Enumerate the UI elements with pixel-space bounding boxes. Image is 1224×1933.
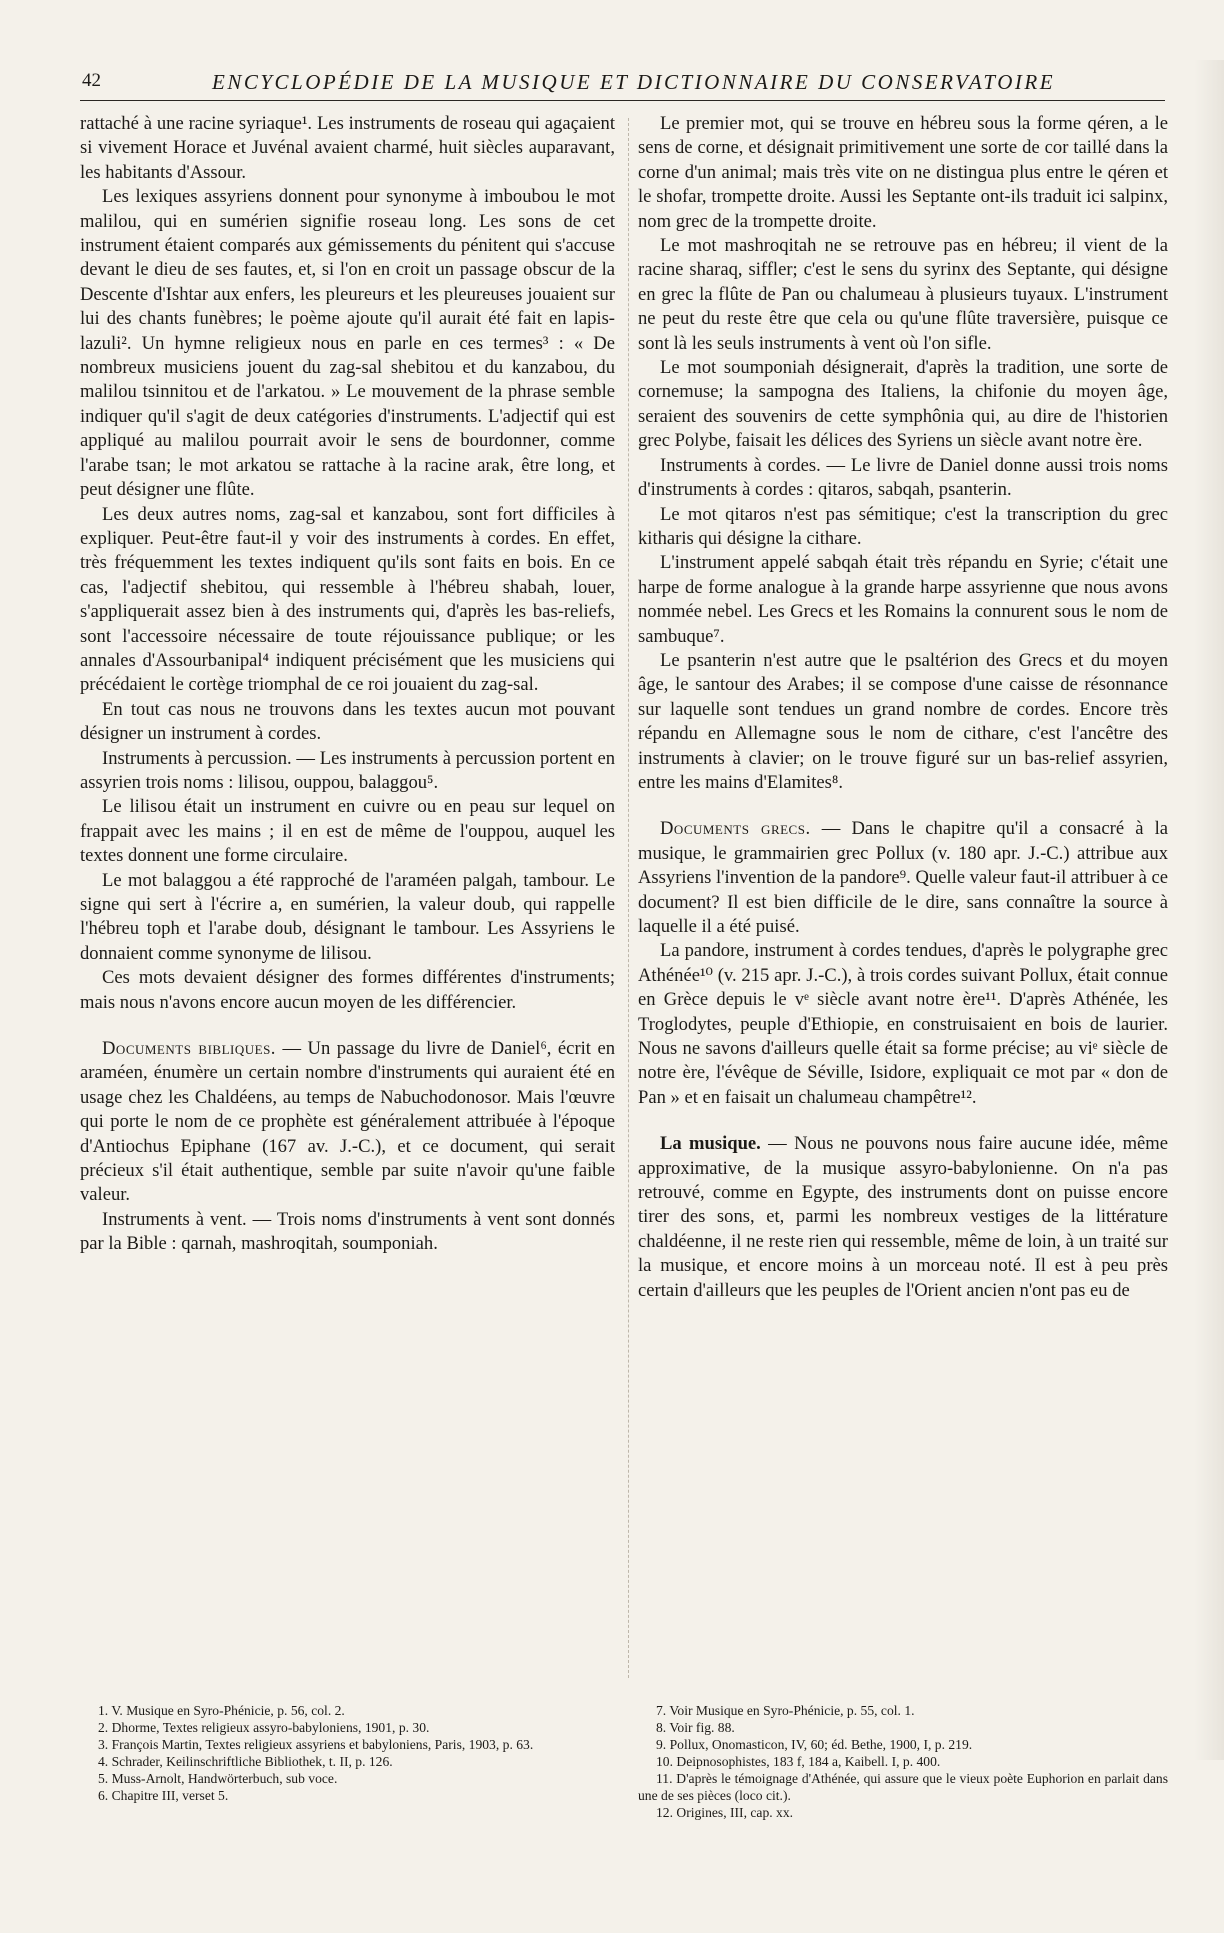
paragraph: [638, 454, 1168, 503]
paragraph-text: Instruments à percussion. — Les instruments à percussion portent en assyrien trois noms : lilisou, ouppou, balaggou⁵.: [80, 747, 615, 793]
right-column: [638, 112, 1168, 1303]
paragraph-text: Instruments à cordes. — Le livre de Daniel donne aussi trois noms d'instruments à cordes : qitaros, sabqah, psanterin.: [638, 454, 1168, 501]
paragraph-text: En tout cas nous ne trouvons dans les textes aucun mot pouvant désigner un instrument à cordes.: [80, 698, 615, 745]
footnotes-right: [638, 1702, 1168, 1821]
left-column: [80, 112, 615, 1257]
page-header: [80, 66, 1165, 101]
paragraph-text: Les deux autres noms, zag-sal et kanzabou, sont fort difficiles à expliquer. Peut-être faut-il y voir des instruments à cordes. En effet, très fréquemment les textes indiquent qu'ils sont faits en bois. En ce cas, l'adjectif shebitou, qui ressemble à l'hébreu shabah, louer, s'appliquerait assez bien à des instruments qui, d'après les bas-reliefs, sont l'accessoire nécessaire de toute réjouissance publique; or les annales d'Assourbanipal⁴ indiquent précisément que les musiciens qui précédaient le cortège triomphal de ce roi jouaient du zag-sal.: [80, 503, 615, 696]
paragraph: [638, 1132, 1168, 1303]
footnote: 6. Chapitre III, verset 5.: [98, 1788, 229, 1803]
paragraph-text: Le premier mot, qui se trouve en hébreu sous la forme qéren, a le sens de corne, et désignait primitivement une sorte de cor taillé dans la corne d'un animal; mais très vite on ne distingua plus entre le qéren et le shofar, trompette droite. Aussi les Septante ont-ils traduit ici salpinx, nom grec de la trompette droite.: [638, 113, 1168, 232]
paragraph: [80, 795, 615, 868]
paragraph: [638, 817, 1168, 939]
footnote: 7. Voir Musique en Syro-Phénicie, p. 55, col. 1.: [656, 1703, 915, 1718]
footnote: 1. V. Musique en Syro-Phénicie, p. 56, col. 2.: [98, 1703, 345, 1718]
paragraph-text: Le psanterin n'est autre que le psaltérion des Grecs et du moyen âge, le santour des Arabes; il se compose d'une caisse de résonnance sur laquelle sont tendues un grand nombre de cordes. Encore très répandu en Allemagne sous le nom de cithare, c'est l'ancêtre des instruments à clavier; on le trouve figuré sur un bas-relief assyrien, entre les mains d'Elamites⁸.: [638, 649, 1168, 793]
paragraph: [80, 1208, 615, 1257]
paragraph: [638, 112, 1168, 234]
paragraph-text: — Dans le chapitre qu'il a consacré à la musique, le grammairien grec Pollux (v. 180 apr. J.-C.) attribue aux Assyriens l'invention de la pandore⁹. Quelle valeur faut-il attribuer à ce document? Il est bien difficile de le dire, sans connaître la source à laquelle il a été puisé.: [638, 818, 1168, 937]
section-heading: Documents bibliques.: [102, 1038, 276, 1060]
paragraph-text: — Nous ne pouvons nous faire aucune idée, même approximative, de la musique assyro-babylonienne. On n'a pas retrouvé, comme en Egypte, des instruments dont on puisse encore tirer des sons, et, parmi les nombreux vestiges de la littérature chaldéenne, il ne reste rien qui ressemble, même de loin, à un traité sur la musique, et encore moins à un morceau noté. Il est à peu près certain d'ailleurs que les peuples de l'Orient ancien n'ont pas eu de: [638, 1133, 1168, 1301]
paragraph-text: Les lexiques assyriens donnent pour synonyme à imboubou le mot malilou, qui en sumérien signifie roseau long. Les sons de cet instrument étaient comparés aux gémissements du pénitent qui s'accuse devant le dieu de ses fautes, et, si l'on en croit un passage obscur de la Descente d'Ishtar aux enfers, les pleureurs et les pleureuses jouaient sur lui des chants funèbres; le poème ajoute qu'il aurait été fait en lapis-lazuli². Un hymne religieux nous en parle en ces termes³ : « De nombreux musiciens jouent du zag-sal shebitou et du kanzabou, du malilou tsinnitou et de l'arkatou. » Le mouvement de la phrase semble indiquer qu'il s'agit de deux catégories d'instruments. L'adjectif qui est appliqué au malilou pourrait avoir le sens de bourdonner, comme l'arabe tsan; le mot arkatou se rattache à la racine arak, être long, et peut désigner une flûte.: [80, 186, 615, 501]
paragraph: [80, 503, 615, 698]
footnotes-left: [80, 1702, 615, 1804]
section-gap: [638, 795, 1168, 817]
paragraph-text: Le mot qitaros n'est pas sémitique; c'est la transcription du grec kitharis qui désigne la cithare.: [638, 503, 1168, 549]
footnote: 12. Origines, III, cap. xx.: [656, 1805, 794, 1820]
section-gap: [638, 1110, 1168, 1132]
page-edge-shadow: [1194, 60, 1224, 1760]
paragraph-text: Instruments à vent. — Trois noms d'instruments à vent sont donnés par la Bible : qarnah, mashroqitah, soumponiah.: [80, 1208, 615, 1255]
footnote: 11. D'après le témoignage d'Athénée, qui assure que le vieux poète Euphorion en parlait dans une de ses pièces (loco cit.).: [638, 1771, 1168, 1803]
paragraph: [638, 649, 1168, 795]
paragraph: [80, 869, 615, 967]
column-divider: [628, 118, 629, 1678]
paragraph-text: Le mot balaggou a été rapproché de l'araméen palgah, tambour. Le signe qui sert à l'écrire a, en sumérien, la valeur doub, qui rappelle l'hébreu toph et l'arabe doub, désignant le tambour. Les Assyriens le donnaient comme synonyme de lilisou.: [80, 869, 615, 964]
running-title: ENCYCLOPÉDIE DE LA MUSIQUE ET DICTIONNAIRE DU CONSERVATOIRE: [212, 70, 1056, 94]
paragraph: [80, 1037, 615, 1208]
paragraph: [80, 185, 615, 502]
footnote: 3. François Martin, Textes religieux assyriens et babyloniens, Paris, 1903, p. 63.: [98, 1737, 534, 1752]
footnote: 9. Pollux, Onomasticon, IV, 60; éd. Bethe, 1900, I, p. 219.: [656, 1737, 973, 1752]
paragraph: [80, 698, 615, 747]
section-heading: Documents grecs.: [660, 818, 811, 840]
paragraph-text: Le lilisou était un instrument en cuivre ou en peau sur lequel on frappait avec les mains ; il en est de même de l'ouppou, auquel les textes donnent une forme circulaire.: [80, 796, 615, 867]
paragraph-text: La pandore, instrument à cordes tendues, d'après le polygraphe grec Athénée¹⁰ (v. 215 apr. J.-C.), à trois cordes suivant Pollux, était connue en Grèce depuis le vᵉ siècle avant notre ère¹¹. D'après Athénée, les Troglodytes, peuple d'Ethiopie, en construisaient en bois de laurier. Nous ne savons d'ailleurs quelle était sa forme précise; au viᵉ siècle de notre ère, l'évêque de Séville, Isidore, expliquait ce mot par « don de Pan » et en faisait un chalumeau champêtre¹².: [638, 940, 1168, 1108]
paragraph: [80, 747, 615, 796]
paragraph-text: Le mot mashroqitah ne se retrouve pas en hébreu; il vient de la racine sharaq, siffler; c'est le sens du syrinx des Septante, qui désigne en grec la flûte de Pan ou chalumeau à plusieurs tuyaux. L'instrument ne peut du reste être que cela ou qu'une flûte traversière, puisque ce sont là les seuls instruments à vent où l'on sifle.: [638, 235, 1168, 354]
section-heading: La musique.: [660, 1133, 761, 1155]
section-gap: [80, 1015, 615, 1037]
page-number: 42: [82, 70, 101, 91]
footnote: 4. Schrader, Keilinschriftliche Bibliothek, t. II, p. 126.: [98, 1754, 393, 1769]
paragraph: [638, 356, 1168, 454]
paragraph-text: Le mot soumponiah désignerait, d'après la tradition, une sorte de cornemuse; la sampogna des Italiens, la chifonie du moyen âge, seraient des souvenirs de cette symphônia qui, au dire de l'historien grec Polybe, faisait les délices des Syriens un siècle avant notre ère.: [638, 357, 1168, 452]
footnote: 10. Deipnosophistes, 183 f, 184 a, Kaibell. I, p. 400.: [656, 1754, 941, 1769]
footnote: 2. Dhorme, Textes religieux assyro-babyloniens, 1901, p. 30.: [98, 1720, 430, 1735]
paragraph-text: Ces mots devaient désigner des formes différentes d'instruments; mais nous n'avons encore aucun moyen de les différencier.: [80, 967, 615, 1013]
paragraph: [80, 966, 615, 1015]
footnote: 5. Muss-Arnolt, Handwörterbuch, sub voce.: [98, 1771, 338, 1786]
footnote: 8. Voir fig. 88.: [656, 1720, 735, 1735]
paragraph-text: — Un passage du livre de Daniel⁶, écrit en araméen, énumère un certain nombre d'instruments qui auraient été en usage chez les Chaldéens, au temps de Nabuchodonosor. Mais l'œuvre qui porte le nom de ce prophète est généralement attribuée à l'époque d'Antiochus Epiphane (167 av. J.-C.), et ce document, qui serait précieux s'il était authentique, semble par suite n'avoir qu'une faible valeur.: [80, 1038, 616, 1206]
paragraph: [638, 234, 1168, 356]
paragraph: [80, 112, 615, 185]
paragraph: [638, 503, 1168, 552]
paragraph: [638, 551, 1168, 649]
paragraph-text: L'instrument appelé sabqah était très répandu en Syrie; c'était une harpe de forme analogue à la grande harpe assyrienne que nous avons nommée nebel. Les Grecs et les Romains la connurent sous le nom de sambuque⁷.: [638, 552, 1168, 647]
paragraph: [638, 939, 1168, 1110]
paragraph-text: rattaché à une racine syriaque¹. Les instruments de roseau qui agaçaient si vivement Horace et Juvénal avaient charmé, huit siècles auparavant, les habitants d'Assour.: [80, 113, 615, 183]
